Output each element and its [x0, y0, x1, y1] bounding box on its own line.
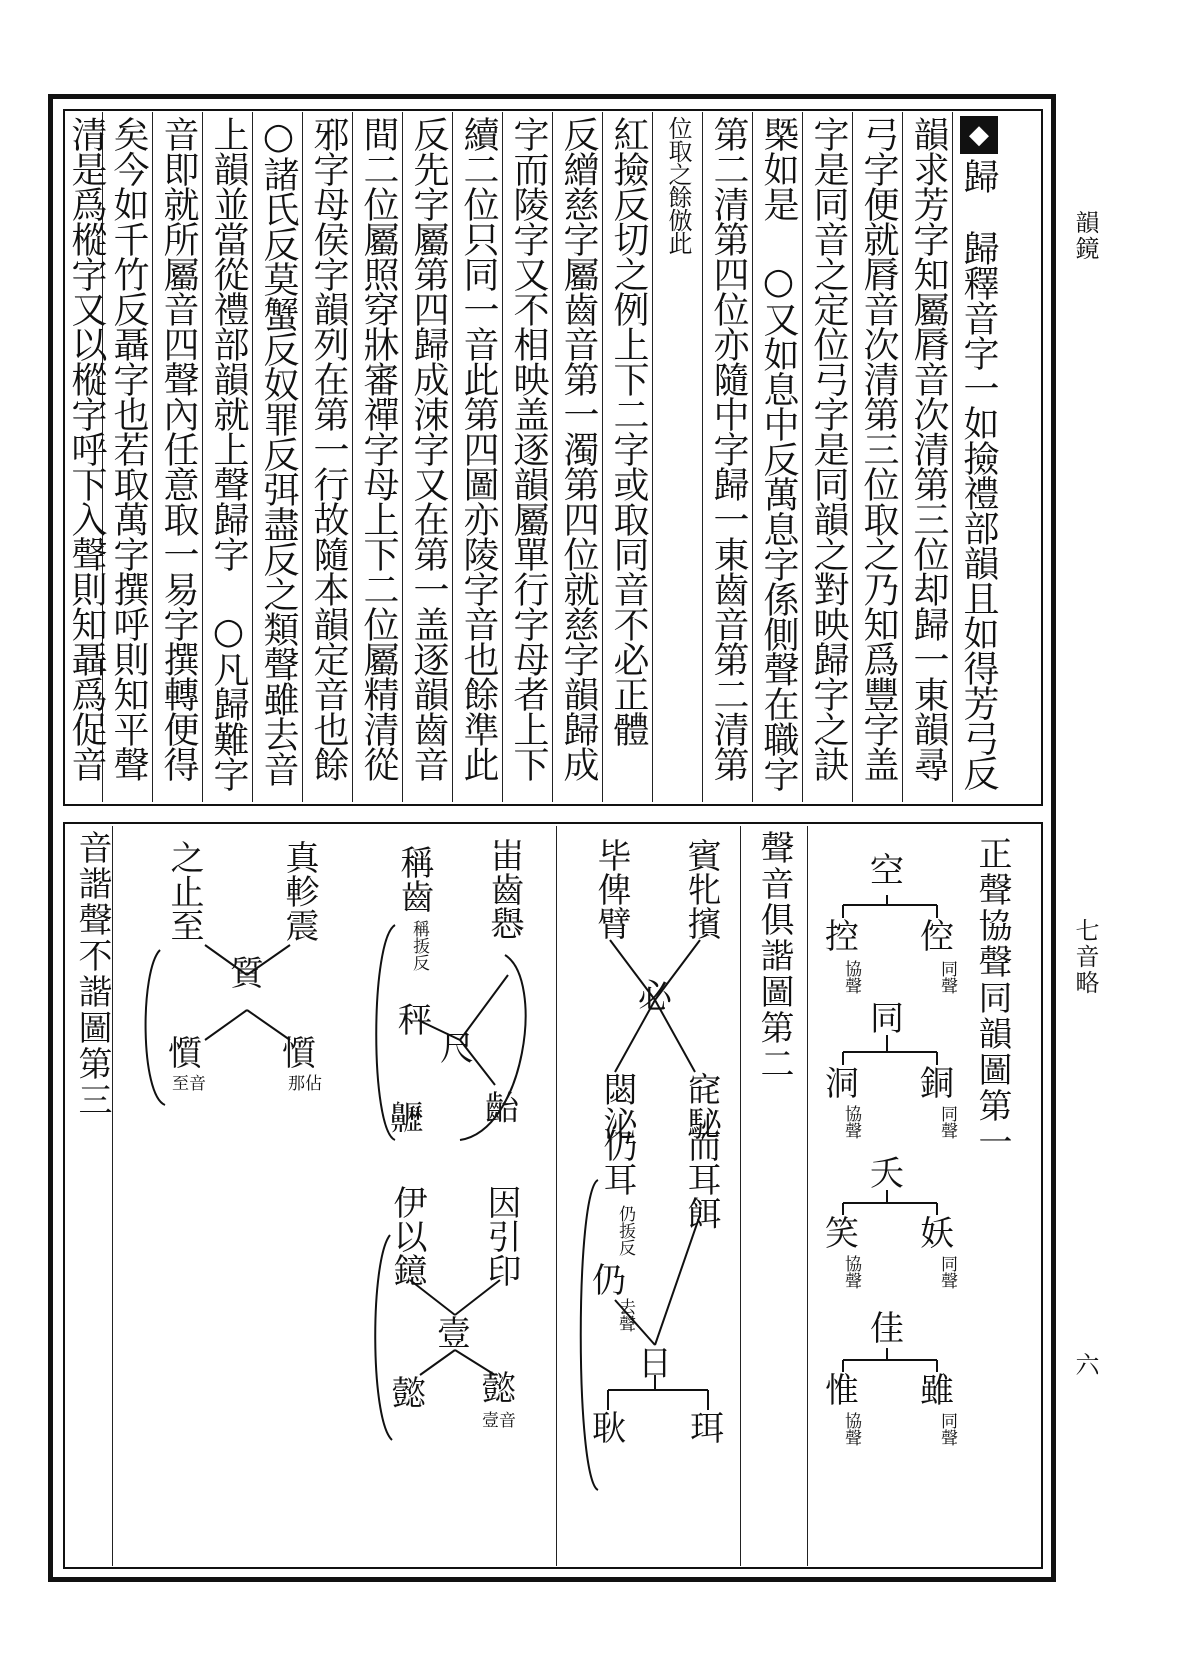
side-note-chapter: 七音略	[1071, 918, 1099, 996]
d3-a-bottom-right: 齝	[485, 1089, 519, 1129]
d3-a-top-right: 峀齒㦛	[484, 838, 524, 940]
d1-g3-left: 笑	[825, 1214, 859, 1254]
d1-g2-right: 銅	[920, 1064, 954, 1104]
d2-a-bottom-right: 䆛駜	[681, 1072, 721, 1140]
d2-b-bottom-left: 耿	[592, 1409, 626, 1449]
d2-b-bottom-right: 珥	[690, 1409, 724, 1449]
text-column-6: 第二清第四位亦隨中字歸一東齒音第二清第	[708, 116, 749, 781]
d1-g4-right-note: 同聲	[937, 1412, 957, 1446]
d1-g4-right: 雖	[920, 1371, 954, 1411]
d1-g4-left: 惟	[825, 1371, 859, 1411]
side-note-page: 六	[1071, 1352, 1099, 1378]
d2-b-left-note: 仍㧞反	[615, 1205, 635, 1256]
d1-g3-right: 妖	[920, 1214, 954, 1254]
d4-top-left: 之止至	[164, 840, 204, 942]
text-column-2: 韻求芳字知屬脣音次清第三位却歸一東韻尋	[908, 116, 949, 781]
text-column-17: 音即就所屬音四聲內任意取一易字撰轉便得	[158, 116, 199, 781]
d3-b-bottom-right: 懿	[482, 1369, 516, 1409]
d1-g2-top: 同	[870, 999, 904, 1039]
d1-g1-left: 控	[825, 917, 859, 957]
text-column-10: 字而陵字又不相映盖逐韻屬單行字母者上下	[508, 116, 549, 781]
text-column-12: 反先字屬第四歸成涑字又在第一盖逐韻齒音	[408, 116, 449, 781]
text-column-7: 位取之餘倣此	[664, 116, 692, 254]
d4-bottom-right-note: 那佔	[288, 1074, 322, 1094]
d3-b-top-right: 因引印	[481, 1185, 521, 1287]
d3-a-left-note: 稱㧞反	[409, 920, 429, 971]
d2-a-center: 必	[638, 977, 672, 1017]
d2-b-top-right: 而耳餌	[681, 1128, 721, 1230]
d1-g4-left-note: 協聲	[841, 1412, 861, 1446]
d4-bottom-left: 懫	[168, 1034, 202, 1074]
d4-center: 質	[230, 954, 264, 994]
d1-g2-left: 洞	[825, 1064, 859, 1104]
d4-top-right: 真軫震	[279, 840, 319, 942]
text-column-8: 紅撿反切之例上下二字或取同音不必正體	[608, 116, 649, 746]
text-column-3: 弓字便就脣音次清第三位取之乃知爲豐字盖	[858, 116, 899, 781]
d3-b-top-left: 伊以鐿	[387, 1185, 427, 1287]
d4-bottom-left-note: 至音	[172, 1074, 206, 1094]
d3-a-center: 尺	[440, 1029, 474, 1069]
d1-g1-right-note: 同聲	[937, 960, 957, 994]
d1-g3-right-note: 同聲	[937, 1255, 957, 1289]
d3-a-top-left: 稱齒	[394, 845, 434, 913]
text-column-15: ○諸氏反莫蟹反奴罪反弭盡反之類聲雖去音	[258, 116, 299, 786]
text-column-4: 字是同音之定位弓字是同韻之對映歸字之訣	[808, 116, 849, 781]
d2-a-bottom-left: 閟泌	[597, 1072, 637, 1140]
d2-b-mid-note: 去聲	[615, 1298, 635, 1332]
d1-g4-top: 佳	[870, 1309, 904, 1349]
d2-b-mid-left: 仍	[592, 1261, 626, 1301]
text-column-16: 上韻並當從禮部韻就上聲歸字 ○凡歸難字	[208, 116, 249, 791]
d1-g3-top: 夭	[870, 1154, 904, 1194]
text-column-9: 反繒慈字屬齒音第一濁第四位就慈字韻歸成	[558, 116, 599, 781]
section-mark: ◆	[960, 116, 998, 154]
diagram1-title: 正聲協聲同韻圖第一	[972, 836, 1012, 1160]
text-column-5: 槩如是 ○又如息中反萬息字係側聲在職字	[758, 116, 799, 791]
text-column-11: 續二位只同一音此第四圖亦陵字音也餘準此	[458, 116, 499, 781]
text-column-14: 邪字母侯字韻列在第一行故隨本韻定音也餘	[308, 116, 349, 781]
diagram2-title: 聲音俱諧圖第二	[754, 830, 794, 1082]
diagram4-title: 音諧聲不諧圖第三	[72, 830, 112, 1118]
d3-a-mid-left: 秤	[398, 1001, 432, 1041]
d1-g1-left-note: 協聲	[841, 960, 861, 994]
d2-a-top-left: 毕俾臂	[591, 838, 631, 940]
d1-g2-right-note: 同聲	[937, 1105, 957, 1139]
d1-g3-left-note: 協聲	[841, 1255, 861, 1289]
d2-b-top-left: 仍耳	[597, 1128, 637, 1196]
section-title: 歸	[958, 158, 999, 193]
d1-g1-top: 空	[870, 851, 904, 891]
d2-a-top-right: 賓牝擯	[681, 838, 721, 940]
d4-bottom-right: 懫	[282, 1034, 316, 1074]
d3-a-bottom-left: 𪗁	[390, 1099, 424, 1139]
d2-b-center: 日	[638, 1344, 672, 1384]
text-column-13: 間二位屬照穿牀審禪字母上下二位屬精清從	[358, 116, 399, 781]
d1-g2-left-note: 協聲	[841, 1105, 861, 1139]
text-column-19: 清是爲樅字又以樅字呼下入聲則知聶爲促音	[66, 116, 107, 781]
d3-b-bottom-left: 懿	[392, 1374, 426, 1414]
d3-b-note: 壹音	[482, 1411, 516, 1431]
side-note-book: 韻鏡	[1071, 210, 1099, 262]
text-column-18: 矣今如千竹反聶字也若取萬字撰呼則知平聲	[108, 116, 149, 781]
text-column-1: 歸釋音字一如撿禮部韻且如得芳弓反	[958, 230, 999, 790]
d3-b-center: 壹	[437, 1314, 471, 1354]
d1-g1-right: 倥	[920, 917, 954, 957]
